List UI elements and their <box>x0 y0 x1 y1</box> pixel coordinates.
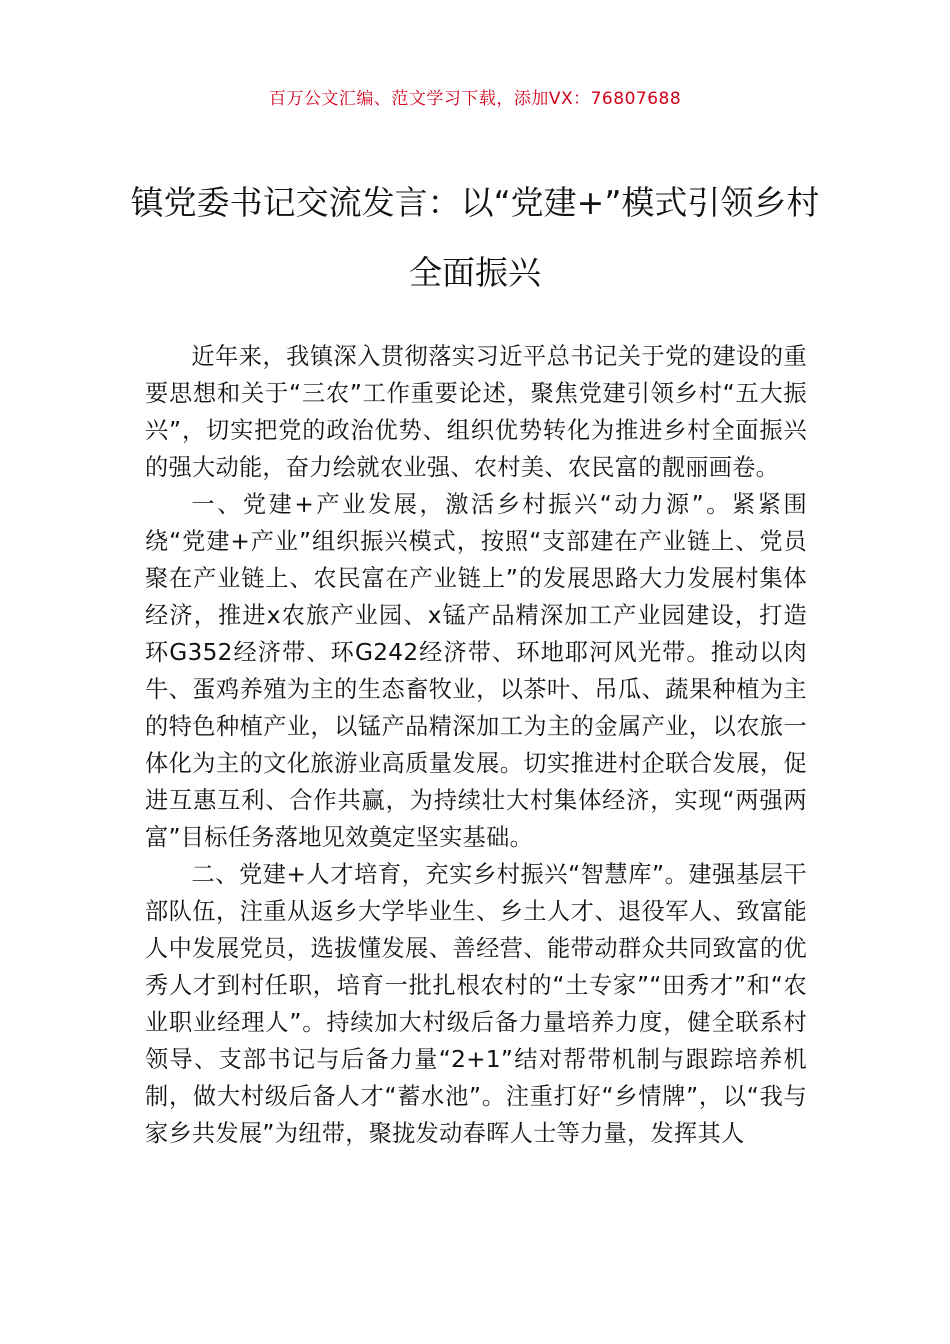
document-title: 镇党委书记交流发言：以“党建+”模式引领乡村全面振兴 <box>130 183 820 292</box>
document-body <box>145 338 807 1152</box>
paragraph-talent: 二、党建+人才培育，充实乡村振兴“智慧库”。建强基层干部队伍，注重从返乡大学毕业生、乡土人才、退役军人、致富能人中发展党员，选拔懂发展、善经营、能带动群众共同致富的优秀人才到村任职，培育一批扎根农村的“土专家”“田秀才”和“农业职业经理人”。持续加大村级后备力量培养力度，健全联系村领导、支部书记与后备力量“2+1”结对帮带机制与跟踪培养机制，做大村级后备人才“蓄水池”。注重打好“乡情牌”，以“我与家乡共发展”为纽带，聚拢发动春晖人士等力量，发挥其人 <box>145 861 807 1147</box>
paragraph-industry: 一、党建+产业发展，激活乡村振兴“动力源”。紧紧围绕“党建+产业”组织振兴模式，按照“支部建在产业链上、党员聚在产业链上、农民富在产业链上”的发展思路大力发展村集体经济，推进x农旅产业园、x锰产品精深加工产业园建设，打造环G352经济带、环G242经济带、环地耶河风光带。推动以肉牛、蛋鸡养殖为主的生态畜牧业，以茶叶、吊瓜、蔬果种植为主的特色种植产业，以锰产品精深加工为主的金属产业，以农旅一体化为主的文化旅游业高质量发展。切实推进村企联合发展，促进互惠互利、合作共赢，为持续壮大村集体经济，实现“两强两富”目标任务落地见效奠定坚实基础。 <box>145 491 807 851</box>
paragraph-intro: 近年来，我镇深入贯彻落实习近平总书记关于党的建设的重要思想和关于“三农”工作重要论述，聚焦党建引领乡村“五大振兴”，切实把党的政治优势、组织优势转化为推进乡村全面振兴的强大动能，奋力绘就农业强、农村美、农民富的靓丽画卷。 <box>145 343 807 481</box>
header-watermark-note: 百万公文汇编、范文学习下载，添加VX：76807688 <box>268 89 682 109</box>
